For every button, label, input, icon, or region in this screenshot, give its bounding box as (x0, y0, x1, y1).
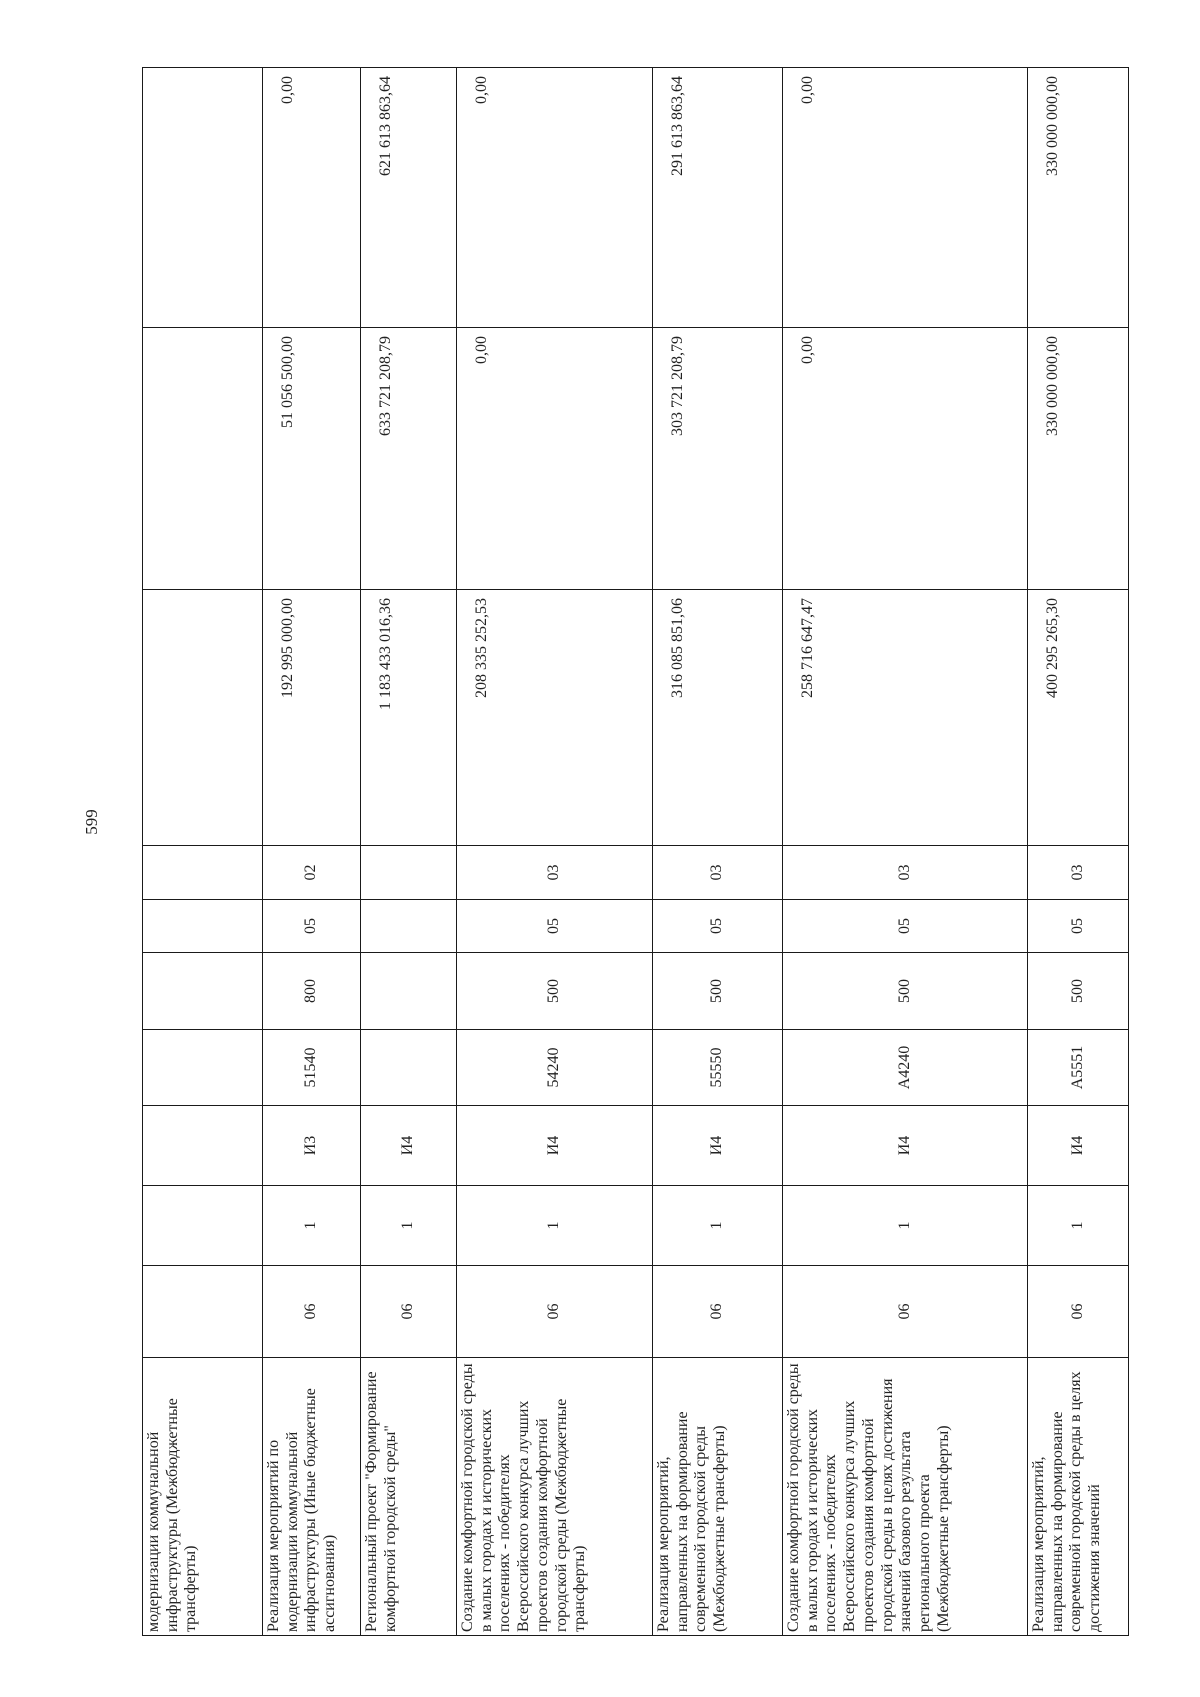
amount-year-3: 291 613 863,64 (653, 68, 783, 328)
subsection-code: 03 (457, 846, 653, 900)
direction-code (143, 1030, 263, 1106)
direction-code (361, 1030, 457, 1106)
subprogram-code (143, 1186, 263, 1266)
subprogram-code: 1 (783, 1186, 1028, 1266)
program-code: 06 (1028, 1266, 1129, 1358)
amount-year-3: 621 613 863,64 (361, 68, 457, 328)
amount-year-1: 192 995 000,00 (263, 590, 361, 846)
amount-year-2 (143, 328, 263, 590)
subprogram-code: 1 (653, 1186, 783, 1266)
section-code: 05 (457, 900, 653, 953)
table-row (653, 68, 783, 1636)
subprogram-code: 1 (457, 1186, 653, 1266)
program-code: 06 (457, 1266, 653, 1358)
direction-code: 51540 (263, 1030, 361, 1106)
project-code: И4 (361, 1106, 457, 1186)
subsection-code: 03 (1028, 846, 1129, 900)
amount-year-1: 1 183 433 016,36 (361, 590, 457, 846)
amount-year-1: 208 335 252,53 (457, 590, 653, 846)
program-code: 06 (263, 1266, 361, 1358)
subsection-code: 03 (653, 846, 783, 900)
program-code: 06 (653, 1266, 783, 1358)
table-row (457, 68, 653, 1636)
table-row (263, 68, 361, 1636)
project-code: И4 (457, 1106, 653, 1186)
section-code: 05 (783, 900, 1028, 953)
amount-year-1: 400 295 265,30 (1028, 590, 1129, 846)
subprogram-code: 1 (263, 1186, 361, 1266)
section-code: 05 (263, 900, 361, 953)
program-code (143, 1266, 263, 1358)
project-code: И4 (653, 1106, 783, 1186)
row-name: Создание комфортной городской среды в малых городах и исторических поселениях - победителях Всероссийского конкурса лучших проектов создания комфортной городской среды в целях достижения значений базового результата регионального проекта (Межбюджетные трансферты) (783, 1358, 1028, 1636)
subsection-code (143, 846, 263, 900)
expense-type-code (143, 953, 263, 1030)
expense-type-code: 800 (263, 953, 361, 1030)
section-code: 05 (653, 900, 783, 953)
amount-year-1 (143, 590, 263, 846)
project-code: И3 (263, 1106, 361, 1186)
subprogram-code: 1 (1028, 1186, 1129, 1266)
row-name: модернизации коммунальной инфраструктуры (Межбюджетные трансферты) (143, 1358, 263, 1636)
budget-table-rotated (142, 68, 1104, 1636)
amount-year-1: 258 716 647,47 (783, 590, 1028, 846)
table-row (143, 68, 263, 1636)
subsection-code (361, 846, 457, 900)
subsection-code: 02 (263, 846, 361, 900)
amount-year-3: 0,00 (263, 68, 361, 328)
section-code (361, 900, 457, 953)
row-name: Реализация мероприятий, направленных на формирование современной городской среды (Межбюджетные трансферты) (653, 1358, 783, 1636)
row-name: Региональный проект "Формирование комфортной городской среды" (361, 1358, 457, 1636)
direction-code: 55550 (653, 1030, 783, 1106)
section-code (143, 900, 263, 953)
amount-year-1: 316 085 851,06 (653, 590, 783, 846)
expense-type-code: 500 (1028, 953, 1129, 1030)
budget-table (142, 67, 1129, 1636)
expense-type-code: 500 (653, 953, 783, 1030)
row-name: Реализация мероприятий, направленных на формирование современной городской среды в целях достижения значений (1028, 1358, 1129, 1636)
table-row (1028, 68, 1129, 1636)
expense-type-code (361, 953, 457, 1030)
row-name: Реализация мероприятий по модернизации коммунальной инфраструктуры (Иные бюджетные ассигнования) (263, 1358, 361, 1636)
direction-code: А4240 (783, 1030, 1028, 1106)
program-code: 06 (361, 1266, 457, 1358)
amount-year-2: 0,00 (457, 328, 653, 590)
page-number: 599 (82, 809, 101, 835)
subprogram-code: 1 (361, 1186, 457, 1266)
amount-year-2: 303 721 208,79 (653, 328, 783, 590)
project-code: И4 (1028, 1106, 1129, 1186)
program-code: 06 (783, 1266, 1028, 1358)
amount-year-3 (143, 68, 263, 328)
amount-year-2: 0,00 (783, 328, 1028, 590)
project-code: И4 (783, 1106, 1028, 1186)
amount-year-2: 330 000 000,00 (1028, 328, 1129, 590)
amount-year-3: 330 000 000,00 (1028, 68, 1129, 328)
direction-code: А5551 (1028, 1030, 1129, 1106)
amount-year-2: 51 056 500,00 (263, 328, 361, 590)
section-code: 05 (1028, 900, 1129, 953)
project-code (143, 1106, 263, 1186)
direction-code: 54240 (457, 1030, 653, 1106)
row-name: Создание комфортной городской среды в малых городах и исторических поселениях - победителях Всероссийского конкурса лучших проектов создания комфортной городской среды (Межбюджетные трансферты) (457, 1358, 653, 1636)
amount-year-2: 633 721 208,79 (361, 328, 457, 590)
expense-type-code: 500 (783, 953, 1028, 1030)
amount-year-3: 0,00 (783, 68, 1028, 328)
expense-type-code: 500 (457, 953, 653, 1030)
subsection-code: 03 (783, 846, 1028, 900)
table-row (783, 68, 1028, 1636)
amount-year-3: 0,00 (457, 68, 653, 328)
table-row (361, 68, 457, 1636)
